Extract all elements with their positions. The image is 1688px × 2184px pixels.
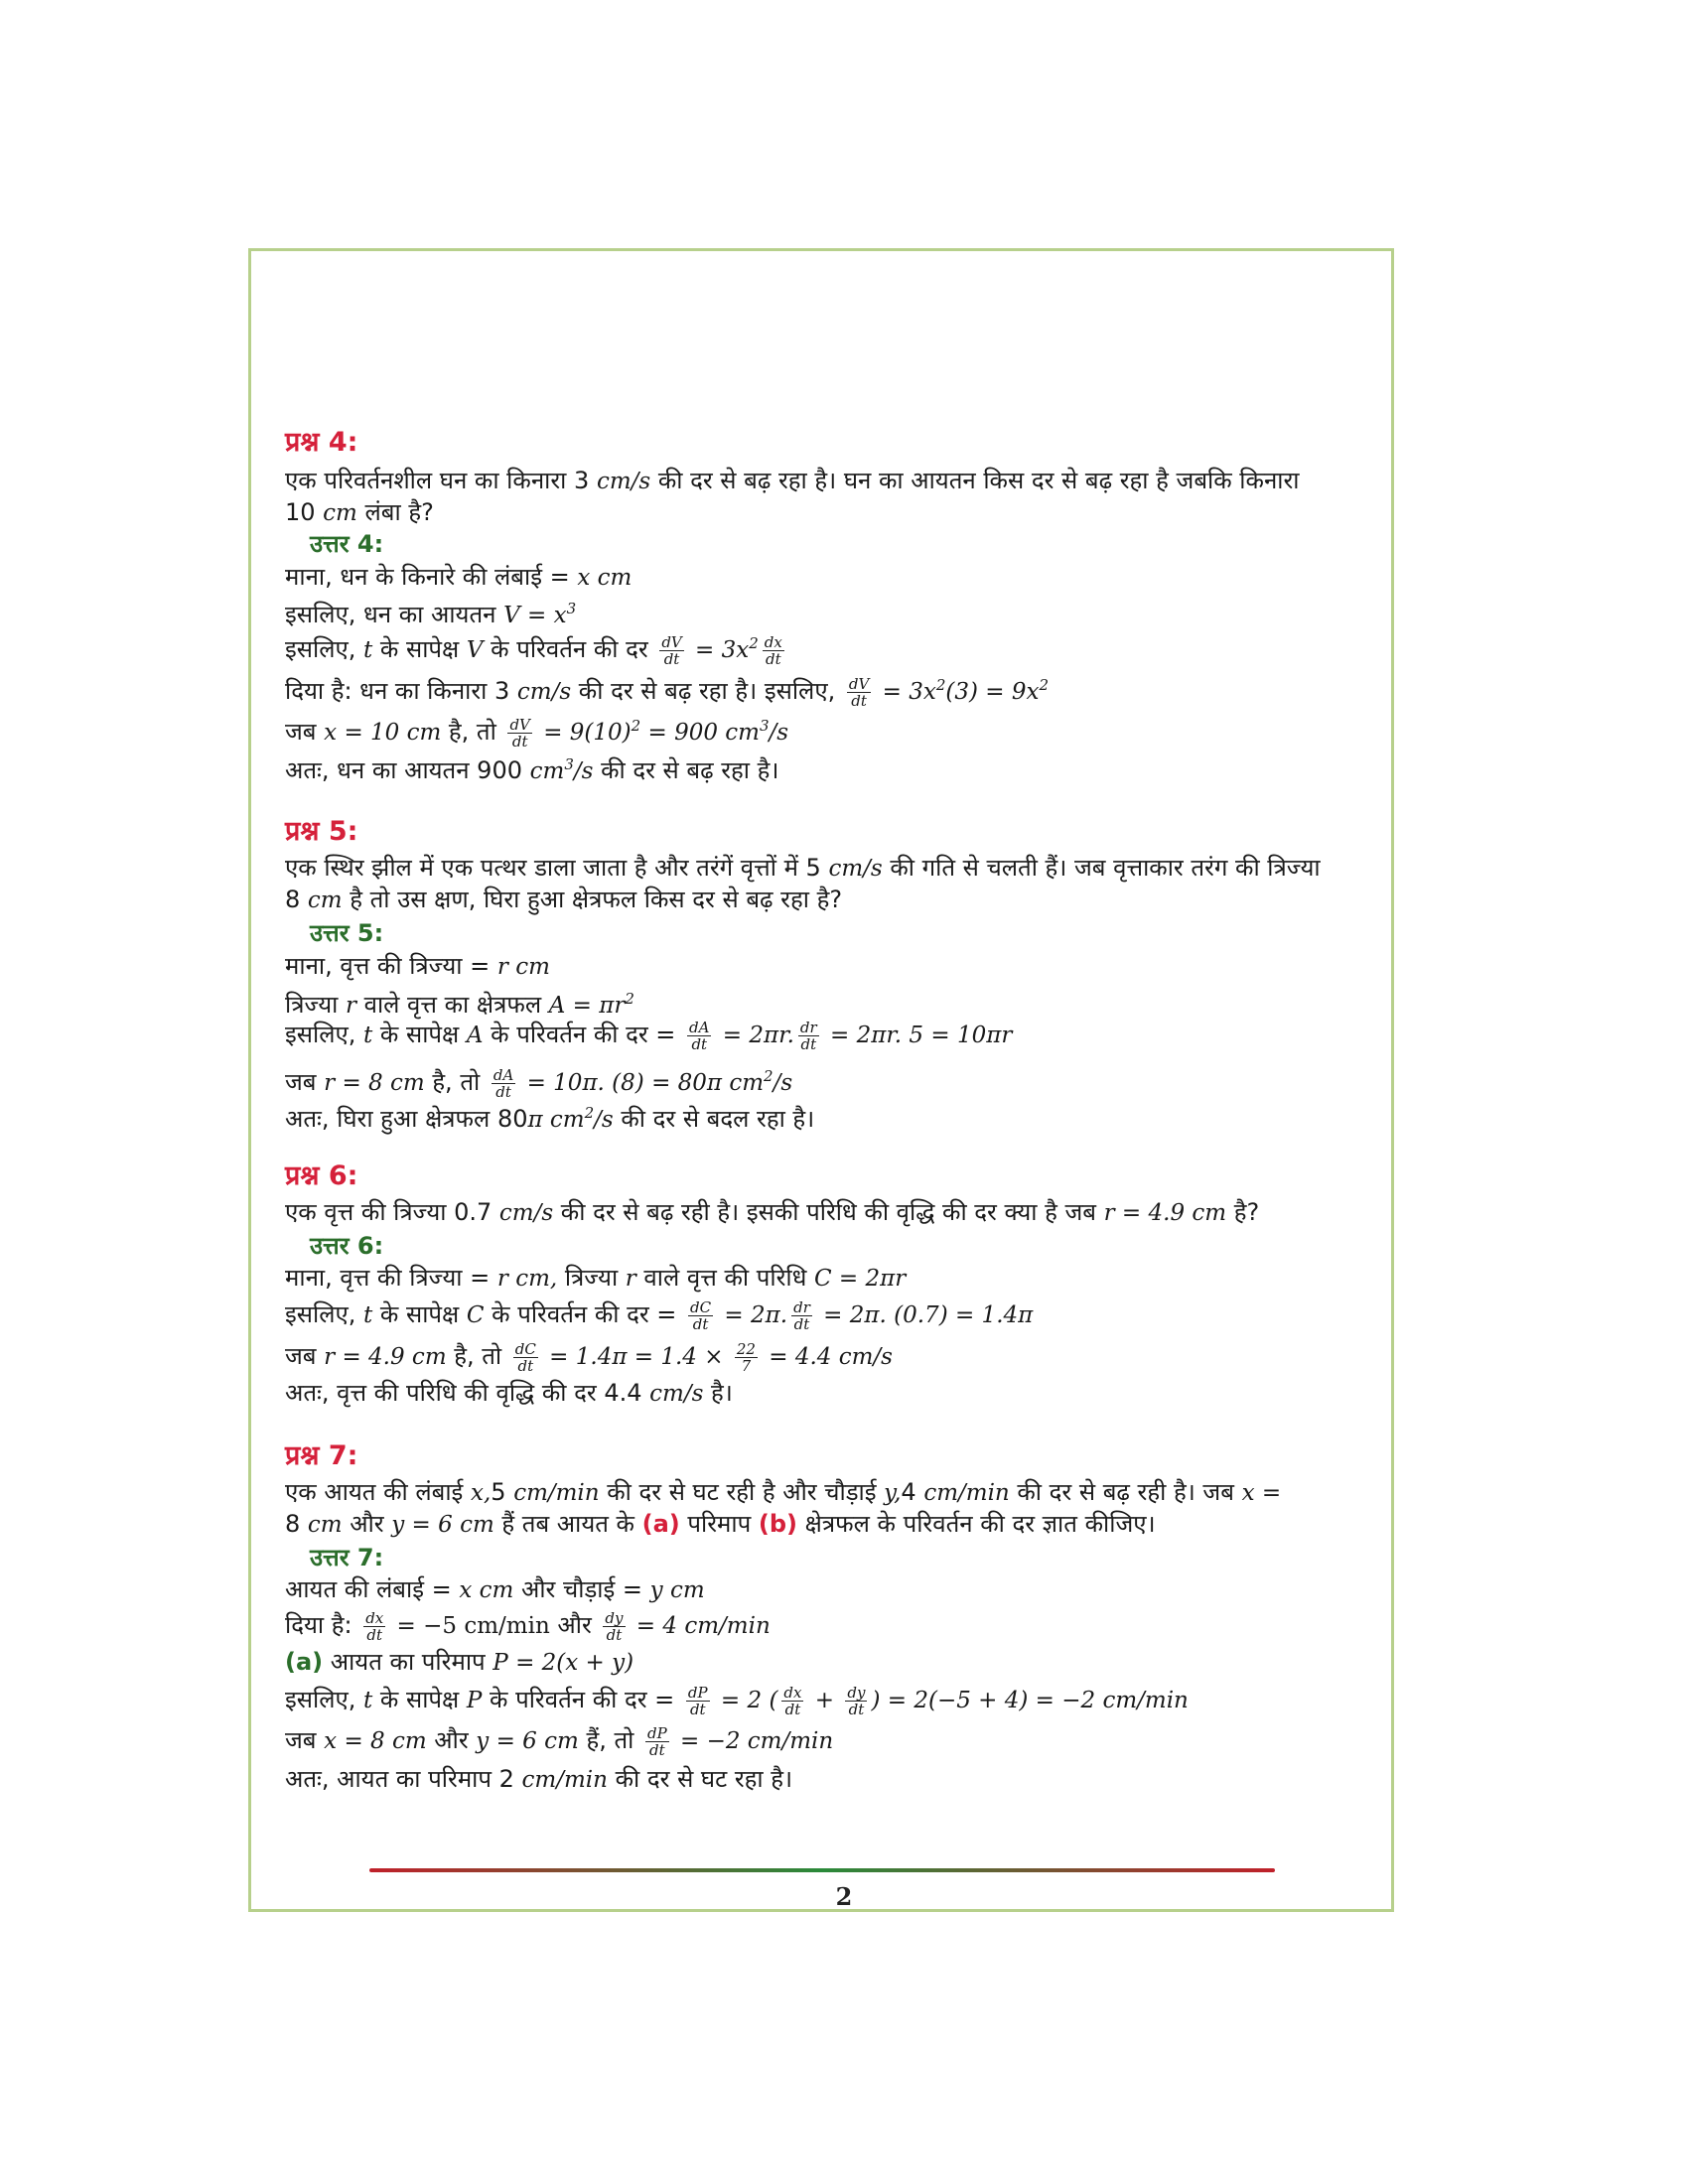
- fraction-numerator: dy: [847, 1683, 866, 1702]
- text-run: है, तो: [441, 718, 504, 746]
- text-run: है?: [1226, 1198, 1260, 1226]
- answer-line: [285, 1377, 733, 1410]
- text-run: अतः, धन का आयतन 900: [285, 756, 530, 784]
- text-run: है तो उस क्षण, घिरा हुआ क्षेत्रफल किस दर से बढ़ रहा है?: [342, 886, 843, 913]
- answer-line: [285, 627, 788, 667]
- text-run: की दर से बढ़ रहा है।: [593, 756, 779, 784]
- fraction: [688, 1299, 713, 1332]
- fraction-denominator: dt: [663, 649, 680, 668]
- fraction: [659, 634, 683, 667]
- question-text-line: [285, 1508, 1156, 1541]
- text-run: और: [342, 1510, 392, 1538]
- text-run: हैं, तो: [578, 1726, 641, 1754]
- page-number: 2: [835, 1882, 853, 1911]
- answer-line: [285, 1724, 833, 1758]
- fraction-denominator: dt: [691, 1034, 708, 1053]
- math-expression: t: [363, 1688, 373, 1713]
- math-expression: y cm: [649, 1577, 705, 1603]
- math-expression: cm: [307, 1512, 343, 1538]
- fraction-numerator: dy: [605, 1608, 624, 1627]
- text-run: लंबा है?: [356, 498, 434, 526]
- math-expression: = 2πr. 5 = 10πr: [822, 1023, 1013, 1048]
- math-expression: C: [466, 1302, 485, 1328]
- answer-line: [285, 1262, 906, 1295]
- answer-line: [285, 561, 632, 594]
- text-run: के परिवर्तन की दर =: [484, 1300, 685, 1328]
- text-run: इसलिए,: [285, 1021, 364, 1048]
- text-run: 4: [901, 1478, 924, 1506]
- math-expression: r = 4.9 cm: [324, 1344, 447, 1370]
- math-expression: t: [363, 637, 373, 663]
- math-expression: t: [363, 1023, 373, 1048]
- question-text-line: [285, 1476, 1281, 1509]
- answer-line: [285, 1060, 792, 1100]
- text-run: की दर से बढ़ रही है। जब: [1009, 1478, 1242, 1506]
- superscript: 3: [566, 600, 577, 617]
- question-heading: प्रश्न 7:: [285, 1440, 358, 1471]
- math-expression: r cm,: [496, 1266, 558, 1292]
- math-expression: = 2π.: [717, 1302, 788, 1328]
- math-expression: t: [363, 1302, 373, 1328]
- superscript: 2: [764, 1067, 774, 1085]
- text-run: 8: [285, 886, 308, 913]
- answer-line: [285, 1097, 814, 1136]
- fraction-denominator: dt: [793, 1314, 810, 1333]
- answer-heading: उत्तर 5:: [310, 919, 384, 947]
- answer-line: [285, 710, 788, 750]
- fraction-numerator: dP: [687, 1683, 708, 1702]
- text-run: जब: [285, 1342, 325, 1370]
- text-run: और: [549, 1611, 600, 1639]
- fraction-numerator: dr: [799, 1018, 817, 1036]
- text-run: के सापेक्ष: [372, 1686, 467, 1713]
- text-run: और: [426, 1726, 477, 1754]
- text-run: हैं तब आयत के: [493, 1510, 642, 1538]
- math-expression: cm/min: [521, 1767, 608, 1793]
- text-run: की दर से बढ़ रहा है। इसलिए,: [571, 677, 843, 705]
- math-expression: x cm: [577, 565, 633, 591]
- math-expression: A: [466, 1023, 484, 1048]
- math-expression: cm: [323, 500, 357, 526]
- math-expression: /s: [769, 720, 789, 746]
- answer-line: [285, 749, 778, 787]
- math-expression: = 3x: [875, 679, 936, 705]
- math-expression: r = 4.9 cm: [1103, 1200, 1227, 1226]
- part-label: (b): [758, 1510, 798, 1538]
- answer-line: [285, 1298, 1033, 1332]
- fraction: [603, 1610, 625, 1643]
- text-run: इसलिए, धन का आयतन: [285, 601, 504, 628]
- answer-line: [285, 1609, 771, 1643]
- fraction-numerator: dA: [492, 1065, 514, 1084]
- math-expression: /s: [773, 1070, 793, 1096]
- text-run: एक स्थिर झील में एक पत्थर डाला जाता है और तरंगें वृत्तों में 5: [285, 854, 829, 882]
- footer-separator: [369, 1868, 1275, 1872]
- math-expression: = −5 cm/min: [389, 1613, 550, 1639]
- question-heading: प्रश्न 4:: [285, 427, 358, 458]
- question-text-line: [285, 1196, 1259, 1229]
- fraction: [492, 1067, 515, 1100]
- answer-heading: उत्तर 4:: [310, 530, 384, 558]
- math-expression: = 3x: [687, 637, 750, 663]
- text-run: के परिवर्तन की दर =: [482, 1686, 682, 1713]
- superscript: 2: [935, 676, 946, 694]
- math-expression: = 900 cm: [640, 720, 760, 746]
- answer-line: [285, 950, 550, 983]
- text-run: की दर से बदल रहा है।: [613, 1105, 815, 1133]
- text-run: एक आयत की लंबाई: [285, 1478, 471, 1506]
- text-run: है, तो: [446, 1342, 509, 1370]
- fraction-denominator: dt: [800, 1034, 817, 1053]
- fraction: [513, 1341, 538, 1374]
- fraction-numerator: dx: [783, 1683, 802, 1702]
- math-expression: cm/s: [498, 1200, 554, 1226]
- superscript: 3: [564, 755, 574, 773]
- math-expression: A = πr: [548, 993, 626, 1019]
- fraction-denominator: dt: [366, 1625, 383, 1644]
- text-run: 8: [285, 1510, 308, 1538]
- fraction-numerator: dx: [764, 632, 782, 651]
- text-run: की दर से घट रही है और चौड़ाई: [599, 1478, 885, 1506]
- math-expression: π cm: [527, 1107, 585, 1133]
- text-run: माना, वृत्त की त्रिज्या =: [285, 1264, 497, 1292]
- fraction: [791, 1299, 812, 1332]
- fraction: [798, 1020, 819, 1052]
- math-expression: C = 2πr: [814, 1266, 907, 1292]
- math-expression: = 4.4 cm/s: [761, 1344, 893, 1370]
- text-run: दिया है: धन का किनारा 3: [285, 677, 517, 705]
- text-run: की दर से बढ़ रहा है। घन का आयतन किस दर से बढ़ रहा है जबकि किनारा: [650, 467, 1300, 494]
- fraction-denominator: dt: [692, 1314, 709, 1333]
- fraction-denominator: dt: [766, 649, 781, 668]
- math-expression: ) = 2(−5 + 4) = −2 cm/min: [871, 1688, 1189, 1713]
- math-expression: cm/s: [649, 1381, 704, 1407]
- fraction: [845, 1685, 867, 1717]
- fraction-denominator: 7: [741, 1356, 752, 1375]
- math-expression: y = 6 cm: [391, 1512, 494, 1538]
- part-label: (a): [641, 1510, 680, 1538]
- fraction: [781, 1685, 803, 1717]
- math-expression: = 10π. (8) = 80π cm: [519, 1070, 765, 1096]
- math-expression: x =: [1241, 1480, 1282, 1506]
- fraction: [507, 717, 531, 750]
- text-run: परिमाप: [679, 1510, 759, 1538]
- fraction-numerator: dC: [514, 1339, 536, 1358]
- text-run: की दर से बढ़ रही है। इसकी परिधि की वृद्धि की दर क्या है जब: [553, 1198, 1104, 1226]
- math-expression: x = 8 cm: [324, 1728, 427, 1754]
- fraction-numerator: dP: [646, 1723, 667, 1742]
- math-expression: r = 8 cm: [324, 1070, 425, 1096]
- text-run: है, तो: [424, 1068, 488, 1096]
- text-run: इसलिए,: [285, 635, 364, 663]
- fraction: [686, 1685, 710, 1717]
- text-run: वाले वृत्त का क्षेत्रफल: [355, 991, 549, 1019]
- answer-line: [285, 983, 634, 1022]
- superscript: 2: [749, 634, 759, 652]
- answer-line: [285, 1573, 705, 1606]
- question-heading: प्रश्न 6:: [285, 1160, 358, 1191]
- answer-line: [285, 1646, 633, 1679]
- answer-line: [285, 593, 576, 631]
- text-run: के परिवर्तन की दर =: [483, 1021, 684, 1048]
- math-expression: V: [466, 637, 484, 663]
- text-run: 10: [285, 498, 324, 526]
- text-run: इसलिए,: [285, 1300, 364, 1328]
- answer-line: [285, 1763, 792, 1796]
- text-run: एक परिवर्तनशील घन का किनारा 3: [285, 467, 597, 494]
- math-expression: = 2 (: [713, 1688, 778, 1713]
- text-run: क्षेत्रफल के परिवर्तन की दर ज्ञात कीजिए।: [797, 1510, 1156, 1538]
- question-text-line: [285, 884, 842, 916]
- text-run: दिया है:: [285, 1611, 360, 1639]
- text-run: के परिवर्तन की दर: [483, 635, 656, 663]
- answer-line: [285, 669, 1049, 709]
- fraction-numerator: dr: [793, 1297, 810, 1316]
- text-run: जब: [285, 1726, 325, 1754]
- text-run: जब: [285, 718, 325, 746]
- superscript: 2: [625, 990, 634, 1008]
- math-expression: cm/s: [596, 469, 651, 494]
- answer-line: [285, 1019, 1012, 1052]
- fraction-numerator: dx: [365, 1608, 384, 1627]
- math-expression: /s: [573, 758, 594, 784]
- fraction-denominator: dt: [689, 1700, 706, 1718]
- fraction-denominator: dt: [511, 732, 528, 751]
- superscript: 2: [631, 717, 641, 735]
- text-run: एक वृत्त की त्रिज्या 0.7: [285, 1198, 499, 1226]
- math-expression: cm/s: [516, 679, 572, 705]
- text-run: अतः, वृत्त की परिधि की वृद्धि की दर 4.4: [285, 1379, 650, 1407]
- math-expression: cm: [307, 887, 343, 913]
- question-text-line: [285, 496, 434, 529]
- fraction-numerator: dA: [689, 1018, 710, 1036]
- fraction: [847, 676, 871, 709]
- text-run: त्रिज्या: [285, 991, 346, 1019]
- text-run: 5: [491, 1478, 514, 1506]
- fraction-denominator: dt: [649, 1740, 665, 1759]
- math-expression: P: [466, 1688, 483, 1713]
- math-expression: +: [807, 1688, 842, 1713]
- question-text-line: [285, 465, 1300, 497]
- answer-heading: उत्तर 7:: [310, 1544, 384, 1571]
- math-expression: y = 6 cm: [476, 1728, 579, 1754]
- fraction-denominator: dt: [784, 1700, 801, 1718]
- math-expression: = 2πr.: [715, 1023, 794, 1048]
- math-expression: y,: [884, 1480, 902, 1506]
- answer-heading: उत्तर 6:: [310, 1232, 384, 1260]
- fraction-numerator: 22: [736, 1339, 756, 1358]
- fraction-numerator: dV: [509, 715, 530, 734]
- part-label: (a): [285, 1648, 324, 1676]
- math-expression: x cm: [459, 1577, 514, 1603]
- text-run: वाले वृत्त की परिधि: [635, 1264, 814, 1292]
- math-expression: x,: [470, 1480, 492, 1506]
- math-expression: x = 10 cm: [324, 720, 442, 746]
- math-expression: cm/min: [513, 1480, 600, 1506]
- math-expression: r: [625, 1266, 636, 1292]
- fraction-numerator: dC: [690, 1297, 712, 1316]
- superscript: 2: [584, 1104, 595, 1122]
- math-expression: cm/s: [828, 856, 883, 882]
- fraction-denominator: dt: [495, 1082, 511, 1101]
- math-expression: = 1.4π = 1.4 ×: [541, 1344, 731, 1370]
- fraction: [763, 634, 784, 667]
- fraction-numerator: dV: [848, 674, 870, 693]
- text-run: के सापेक्ष: [372, 1021, 467, 1048]
- text-run: के सापेक्ष: [372, 635, 467, 663]
- fraction: [687, 1020, 711, 1052]
- text-run: माना, धन के किनारे की लंबाई =: [285, 563, 578, 591]
- text-run: अतः, घिरा हुआ क्षेत्रफल 80: [285, 1105, 528, 1133]
- text-run: इसलिए,: [285, 1686, 364, 1713]
- text-run: अतः, आयत का परिमाप 2: [285, 1765, 522, 1793]
- math-expression: cm: [529, 758, 565, 784]
- math-expression: V = x: [503, 603, 567, 628]
- fraction-denominator: dt: [851, 691, 867, 710]
- question-text-line: [285, 852, 1321, 885]
- math-expression: /s: [594, 1107, 614, 1133]
- text-run: आयत का परिमाप: [323, 1648, 493, 1676]
- text-run: त्रिज्या: [557, 1264, 626, 1292]
- question-heading: प्रश्न 5:: [285, 816, 358, 847]
- superscript: 3: [759, 717, 770, 735]
- fraction: [735, 1341, 758, 1374]
- text-run: और चौड़ाई =: [513, 1575, 650, 1603]
- fraction: [363, 1610, 385, 1643]
- text-run: के सापेक्ष: [372, 1300, 467, 1328]
- math-expression: r: [345, 993, 356, 1019]
- fraction-denominator: dt: [606, 1625, 623, 1644]
- answer-line: [285, 1684, 1189, 1717]
- text-run: की दर से घट रहा है।: [607, 1765, 793, 1793]
- math-expression: = 9(10): [535, 720, 632, 746]
- fraction-numerator: dV: [661, 632, 682, 651]
- fraction-denominator: dt: [848, 1700, 865, 1718]
- fraction: [645, 1725, 669, 1758]
- math-expression: (3) = 9x: [945, 679, 1040, 705]
- fraction-denominator: dt: [517, 1356, 534, 1375]
- math-expression: = 2π. (0.7) = 1.4π: [815, 1302, 1034, 1328]
- answer-line: [285, 1340, 893, 1374]
- text-run: माना, वृत्त की त्रिज्या =: [285, 952, 497, 980]
- text-run: की गति से चलती हैं। जब वृत्ताकार तरंग की त्रिज्या: [882, 854, 1321, 882]
- math-expression: r cm: [496, 954, 550, 980]
- math-expression: = −2 cm/min: [672, 1728, 834, 1754]
- math-expression: P = 2(x + y): [492, 1650, 634, 1676]
- math-expression: cm/min: [923, 1480, 1010, 1506]
- text-run: है।: [703, 1379, 733, 1407]
- math-expression: = 4 cm/min: [629, 1613, 771, 1639]
- text-run: आयत की लंबाई =: [285, 1575, 460, 1603]
- superscript: 2: [1039, 676, 1049, 694]
- text-run: जब: [285, 1068, 325, 1096]
